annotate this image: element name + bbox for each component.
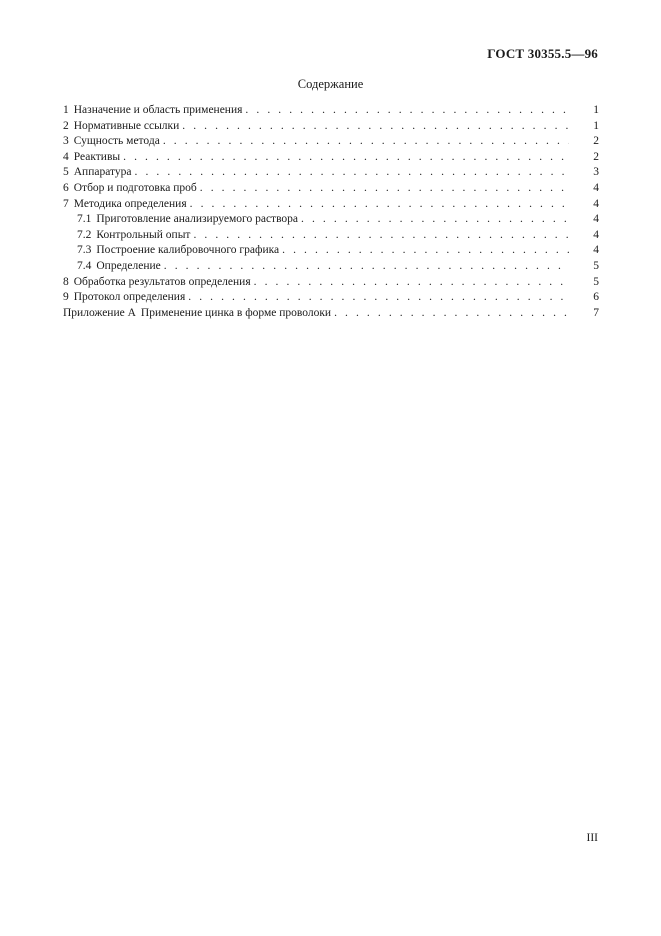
- toc-item-page: 4: [593, 213, 599, 226]
- toc-subitem: [63, 212, 599, 228]
- toc-item-number: 3: [63, 135, 69, 148]
- toc-item-title: Протокол определения: [73, 291, 186, 304]
- toc-subitem: [63, 228, 599, 244]
- toc-item-title: Сущность метода: [73, 135, 160, 148]
- toc-item-title: Методика определения: [73, 197, 187, 210]
- toc-item-title: Реактивы: [73, 150, 121, 163]
- toc-item-number: 5: [63, 166, 69, 179]
- toc-item: [63, 134, 599, 150]
- toc-item-page: 1: [593, 119, 599, 132]
- toc-subitem: [63, 259, 599, 275]
- toc-item-title: Назначение и область применения: [73, 104, 243, 116]
- toc-item-number: 7.4: [77, 259, 92, 272]
- toc-item-number: 9: [63, 291, 69, 304]
- toc-item-title: Нормативные ссылки: [73, 119, 180, 132]
- toc-leader-dots: [188, 290, 569, 306]
- toc-leader-dots: [135, 165, 569, 181]
- toc-item-page: 6: [593, 291, 599, 304]
- toc-item-number: 7.3: [77, 244, 92, 257]
- toc-item-number: 7.1: [77, 213, 92, 226]
- toc-leader-dots: [200, 181, 569, 197]
- toc-item: [63, 103, 599, 119]
- toc-leader-dots: [164, 259, 569, 275]
- toc-item-page: 4: [593, 228, 599, 241]
- toc-leader-dots: [190, 197, 569, 213]
- toc-leader-dots: [193, 228, 569, 244]
- toc-leader-dots: [182, 119, 569, 135]
- toc-subitem: [63, 243, 599, 259]
- toc-item: [63, 181, 599, 197]
- toc-item-page: 4: [593, 181, 599, 194]
- toc-leader-dots: [254, 275, 569, 291]
- toc-item: [63, 275, 599, 291]
- toc-item-page: 4: [593, 244, 599, 257]
- toc-item-number: 7.2: [77, 228, 92, 241]
- toc-item-number: 4: [63, 150, 69, 163]
- toc-item-title: Применение цинка в форме проволоки: [140, 306, 332, 319]
- toc-item-page: 2: [593, 135, 599, 148]
- toc-item-page: 3: [593, 166, 599, 179]
- toc-item-title: Контрольный опыт: [96, 228, 191, 241]
- toc-item-title: Определение: [96, 259, 161, 272]
- document-code: ГОСТ 30355.5—96: [487, 46, 598, 61]
- toc-item: [63, 197, 599, 213]
- toc-item-title: Построение калибровочного графика: [96, 244, 280, 257]
- toc-item-number: 1: [63, 104, 69, 116]
- toc-item-page: 2: [593, 150, 599, 163]
- toc-item-title: Аппаратура: [73, 166, 132, 179]
- toc-item-page: 7: [593, 306, 599, 319]
- toc-leader-dots: [123, 150, 569, 166]
- toc-item-number: 8: [63, 275, 69, 288]
- toc-leader-dots: [245, 103, 569, 119]
- toc-leader-dots: [334, 306, 569, 322]
- toc-item-title: Отбор и подготовка проб: [73, 181, 197, 194]
- toc-item-title: Обработка результатов определения: [73, 275, 251, 288]
- toc-item-number: Приложение А: [63, 306, 136, 319]
- toc-item: [63, 119, 599, 135]
- toc-leader-dots: [282, 243, 569, 259]
- toc-item-page: 1: [593, 104, 599, 116]
- toc-leader-dots: [163, 134, 569, 150]
- toc-item-number: 2: [63, 119, 69, 132]
- toc-title: Содержание: [297, 77, 364, 91]
- table-of-contents: [63, 103, 599, 321]
- toc-item: [63, 165, 599, 181]
- toc-leader-dots: [301, 212, 569, 228]
- toc-item: [63, 290, 599, 306]
- toc-item-page: 4: [593, 197, 599, 210]
- toc-item-page: 5: [593, 259, 599, 272]
- page-number: III: [586, 832, 598, 844]
- toc-appendix-item: [63, 306, 599, 322]
- toc-item-number: 6: [63, 181, 69, 194]
- toc-item-number: 7: [63, 197, 69, 210]
- toc-item: [63, 150, 599, 166]
- toc-item-title: Приготовление анализируемого раствора: [96, 213, 299, 226]
- toc-item-page: 5: [593, 275, 599, 288]
